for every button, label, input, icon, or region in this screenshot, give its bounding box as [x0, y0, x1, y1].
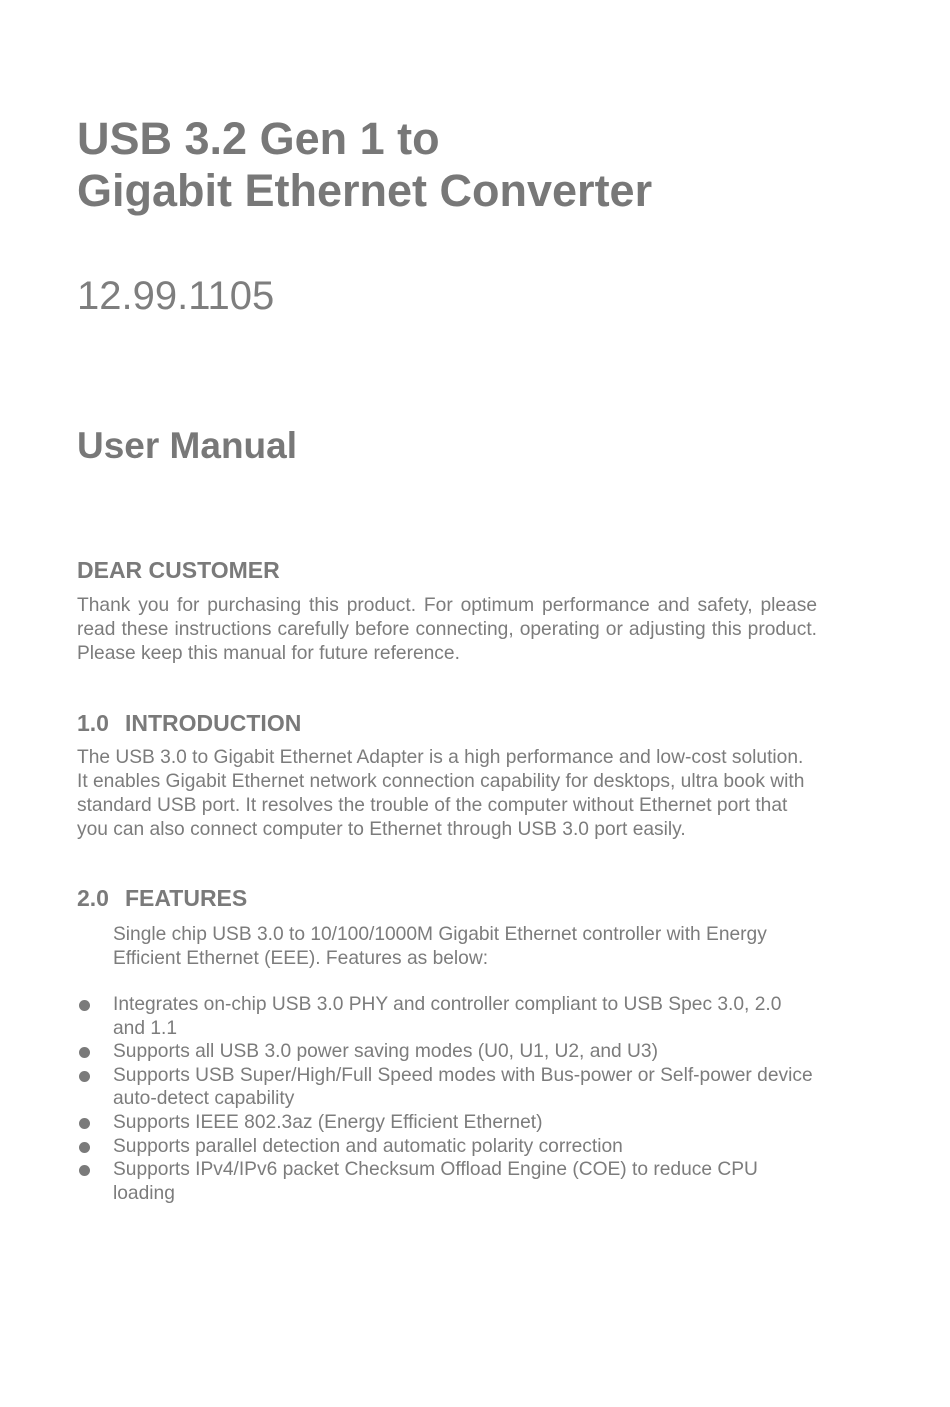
feature-text: Supports all USB 3.0 power saving modes (U0, U1, U2, and U3)	[113, 1041, 658, 1063]
list-item	[77, 1135, 817, 1159]
title-line-1: USB 3.2 Gen 1 to	[77, 113, 440, 164]
feature-text: Supports parallel detection and automatic polarity correction	[113, 1135, 623, 1157]
dear-customer-text: Thank you for purchasing this product. For optimum performance and safety, please read these instructions carefully before connecting, operating or adjusting this product. Please keep this manual for future reference.	[77, 595, 817, 664]
user-manual-heading: User Manual	[77, 425, 298, 466]
part-number: 12.99.1105	[77, 274, 275, 318]
features-intro-text: Single chip USB 3.0 to 10/100/1000M Gigabit Ethernet controller with Energy Efficient Ethernet (EEE). Features as below:	[113, 924, 767, 969]
bullet-icon	[79, 1071, 90, 1082]
feature-text: Supports IEEE 802.3az (Energy Efficient Ethernet)	[113, 1111, 543, 1133]
document-title	[77, 113, 652, 217]
section-title: FEATURES	[125, 885, 248, 911]
features-heading	[77, 884, 247, 912]
introduction-text: The USB 3.0 to Gigabit Ethernet Adapter is a high performance and low-cost solution. It enables Gigabit Ethernet network connection capability for desktops, ultra book with standard USB port. It resolves the trouble of the computer without Ethernet port that you can also connect computer to Ethernet through USB 3.0 port easily.	[77, 747, 805, 840]
bullet-icon	[79, 1118, 90, 1129]
bullet-icon	[79, 1142, 90, 1153]
list-item	[77, 1040, 817, 1064]
list-item	[77, 993, 817, 1040]
feature-text: Supports USB Super/High/Full Speed modes with Bus-power or Self-power device auto-detect capability	[113, 1064, 813, 1110]
title-line-2: Gigabit Ethernet Converter	[77, 165, 653, 216]
feature-text: Supports IPv4/IPv6 packet Checksum Offload Engine (COE) to reduce CPU loading	[113, 1159, 758, 1204]
bullet-icon	[79, 1000, 90, 1011]
list-item	[77, 1064, 817, 1111]
list-item	[77, 1158, 817, 1205]
list-item	[77, 1111, 817, 1135]
features-list	[77, 993, 817, 1205]
bullet-icon	[79, 1165, 90, 1176]
section-title: INTRODUCTION	[125, 710, 302, 736]
bullet-icon	[79, 1047, 90, 1058]
feature-text: Integrates on-chip USB 3.0 PHY and controller compliant to USB Spec 3.0, 2.0 and 1.1	[113, 994, 782, 1039]
introduction-heading	[77, 709, 301, 737]
dear-customer-heading: DEAR CUSTOMER	[77, 557, 280, 583]
section-number: 1.0	[77, 710, 109, 736]
section-number: 2.0	[77, 885, 109, 911]
